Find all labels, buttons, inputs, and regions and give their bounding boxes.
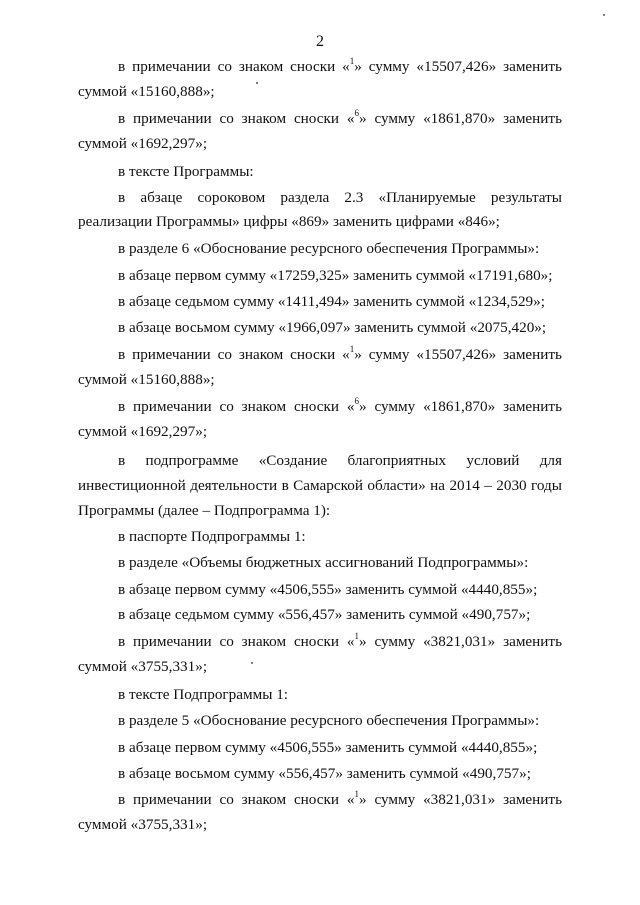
- line-text: » сумму «15507,426» заменить: [354, 346, 562, 363]
- paragraph-line: в абзаце первом сумму «17259,325» заменить суммой «17191,680»;: [118, 267, 553, 284]
- paragraph-line: в абзаце первом сумму «4506,555» заменить суммой «4440,855»;: [118, 739, 538, 756]
- footnote-mark: 1: [354, 788, 359, 799]
- paragraph-line: в абзаце восьмом сумму «556,457» заменить суммой «490,757»;: [118, 765, 531, 782]
- footnote-mark: 1: [354, 630, 359, 641]
- line-text: в примечании со знаком сноски «: [118, 398, 355, 415]
- paragraph-line: [118, 345, 562, 365]
- paragraph-line: Программы (далее – Подпрограмма 1):: [78, 502, 331, 519]
- paragraph-line: в разделе 5 «Обоснование ресурсного обеспечения Программы»:: [118, 712, 540, 729]
- line-text: в примечании со знаком сноски «: [118, 791, 355, 808]
- paragraph-line: [118, 397, 562, 417]
- paragraph-line: в абзаце сороковом раздела 2.3 «Планируемые результаты: [118, 189, 562, 206]
- line-text: в примечании со знаком сноски «: [118, 346, 350, 363]
- paragraph-line: суммой «15160,888»;: [78, 83, 215, 100]
- paragraph-line: [118, 632, 562, 652]
- paragraph-line: в абзаце седьмом сумму «556,457» заменить суммой «490,757»;: [118, 606, 531, 623]
- paragraph-line: [118, 109, 562, 129]
- line-text: » сумму «15507,426» заменить: [354, 58, 562, 75]
- line-text: » сумму «1861,870» заменить: [359, 398, 562, 415]
- paragraph-line: [118, 790, 562, 810]
- paragraph-line: суммой «3755,331»;: [78, 816, 208, 833]
- paragraph-line: суммой «1692,297»;: [78, 135, 208, 152]
- paragraph-line: суммой «15160,888»;: [78, 371, 215, 388]
- line-text: в примечании со знаком сноски «: [118, 110, 355, 127]
- paragraph-line: в абзаце седьмом сумму «1411,494» заменить суммой «1234,529»;: [118, 293, 545, 310]
- scan-speck: [251, 662, 253, 664]
- line-text: в примечании со знаком сноски «: [118, 58, 350, 75]
- scan-speck: [256, 82, 258, 84]
- line-text: в примечании со знаком сноски «: [118, 633, 355, 650]
- page-number: 2: [316, 33, 324, 50]
- footnote-mark: 1: [349, 55, 355, 66]
- paragraph-line: суммой «1692,297»;: [78, 423, 208, 440]
- paragraph-line: в тексте Программы:: [118, 163, 254, 180]
- footnote-mark: 6: [354, 107, 359, 118]
- paragraph-line: в абзаце восьмом сумму «1966,097» заменить суммой «2075,420»;: [118, 319, 547, 336]
- paragraph-line: в абзаце первом сумму «4506,555» заменить суммой «4440,855»;: [118, 581, 538, 598]
- scan-speck: [603, 14, 605, 16]
- line-text: » сумму «3821,031» заменить: [359, 791, 562, 808]
- line-text: » сумму «1861,870» заменить: [359, 110, 562, 127]
- paragraph-line: в разделе 6 «Обоснование ресурсного обеспечения Программы»:: [118, 240, 540, 257]
- line-text: » сумму «3821,031» заменить: [359, 633, 562, 650]
- paragraph-line: суммой «3755,331»;: [78, 658, 208, 675]
- footnote-mark: 1: [349, 343, 355, 354]
- paragraph-line: в разделе «Объемы бюджетных ассигнований Подпрограммы»:: [118, 554, 529, 571]
- paragraph-line: [118, 57, 562, 77]
- paragraph-line: в паспорте Подпрограммы 1:: [118, 528, 306, 545]
- paragraph-line: инвестиционной деятельности в Самарской области» на 2014 – 2030 годы: [78, 477, 562, 494]
- paragraph-line: в подпрограмме «Создание благоприятных условий для: [118, 452, 562, 469]
- paragraph-line: реализации Программы» цифры «869» заменить цифрами «846»;: [78, 213, 500, 230]
- paragraph-line: в тексте Подпрограммы 1:: [118, 686, 289, 703]
- footnote-mark: 6: [354, 395, 359, 406]
